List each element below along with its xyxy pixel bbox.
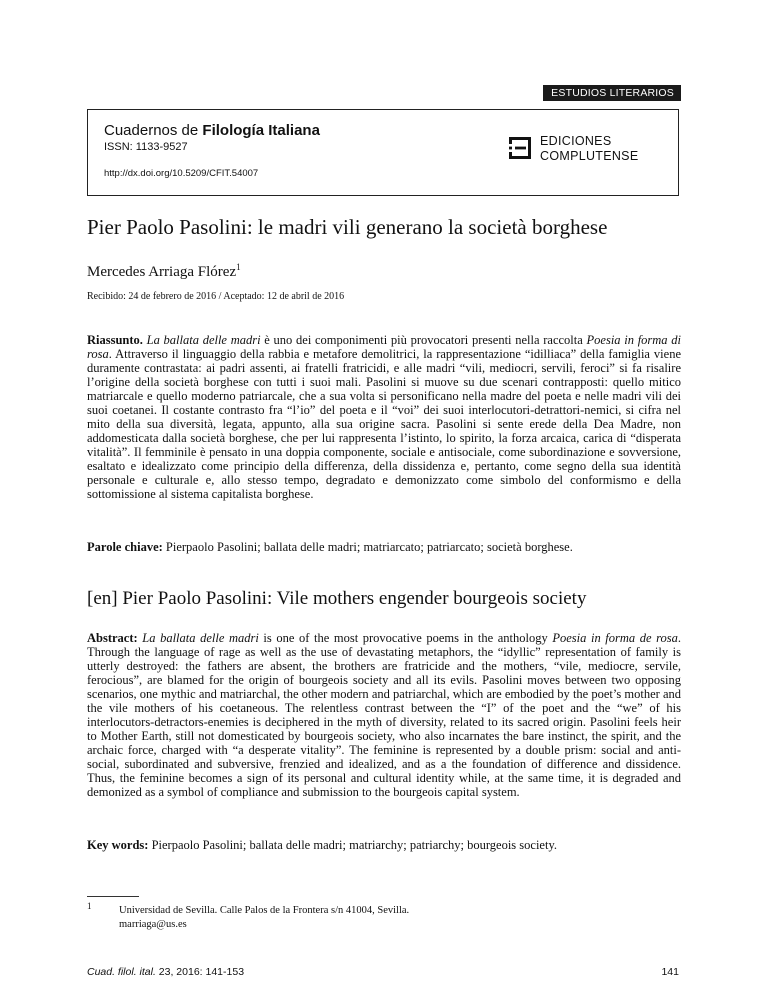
section-tag: ESTUDIOS LITERARIOS <box>543 85 681 101</box>
journal-name: Cuadernos de Filología Italiana <box>104 122 320 139</box>
author-name: Mercedes Arriaga Flórez$^1$ <box>87 262 241 280</box>
footnote-divider <box>87 896 139 897</box>
doi-link[interactable]: http://dx.doi.org/10.5209/CFIT.54007 <box>104 168 259 179</box>
issn: ISSN: 1133-9527 <box>104 141 188 153</box>
publisher-name: EDICIONES COMPLUTENSE <box>540 134 639 163</box>
journal-name-bold: Filología Italiana <box>202 122 320 139</box>
article-title: Pier Paolo Pasolini: le madri vili generano la società borghese <box>87 215 608 239</box>
footer-citation: Cuad. filol. ital. 23, 2016: 141-153 <box>87 966 245 978</box>
author-footnote-ref[interactable]: 1 <box>236 262 241 272</box>
page-number: 141 <box>661 966 679 978</box>
ediciones-complutense-logo-icon <box>509 137 531 159</box>
parole-chiave: Parole chiave: Pierpaolo Pasolini; ballata delle madri; matriarcato; patriarcato; società borghese. <box>87 540 573 554</box>
english-title: [en] Pier Paolo Pasolini: Vile mothers engender bourgeois society <box>87 588 587 609</box>
received-accepted-dates: Recibido: 24 de febrero de 2016 / Aceptado: 12 de abril de 2016 <box>87 291 345 302</box>
key-words: Key words: Pierpaolo Pasolini; ballata delle madri; matriarchy; patriarchy; bourgeois society. <box>87 838 558 852</box>
journal-info-box <box>87 109 679 196</box>
footnote-text: Universidad de Sevilla. Calle Palos de la Frontera s/n 41004, Sevilla. marriaga@us.es <box>119 905 410 930</box>
author-email[interactable]: marriaga@us.es <box>119 919 187 930</box>
footnote-number: 1 <box>87 901 92 911</box>
riassunto-paragraph: Riassunto. La ballata delle madri è uno dei componimenti più provocatori presenti nella raccolta Poesia in forma di rosa. Attraverso il linguaggio della rabbia e metafore demolitrici, la rappresentazione “idilliaca” della famiglia viene duramente contrastata: ai padri assenti, ai fratelli fratricidi, e alle madri “vili, mediocri, servili, feroci” si fa risalire l’origine della società borghese con tutti i suoi mali. Pasolini si muove su due scenari contrapposti: quello mitico matriarcale e quello moderno patriarcale, che a sua volta si personificano nella madre del poeta e nelle madri vili dei suoi coetanei. Il costante contrasto fra “l’io” del poeta e il “voi” dei suoi interlocutori-detrattori-nemici, si cifra nel mito della sua diversità, legata, appunto, alla sua origine sacra. Pasolini si sente erede della Dea Madre, non addomesticata dalla società borghese, che per lui rappresenta l’istinto, lo spirito, la forza arcaica, carica di “disperata vitalità”. Il femminile è pensato in una doppia componente, sociale e antisociale, come subordinazione e sovversione, esaltato e idealizzato come principio della differenza, della dissidenza e, pertanto, come segno della sua identità personale e culturale e, allo stesso tempo, degradato e demonizzato come simbolo del conformismo e della sottomissione al sistema capitalista borghese. <box>87 333 681 501</box>
riassunto-label: Riassunto. <box>87 333 143 347</box>
abstract-label: Abstract: <box>87 631 138 645</box>
abstract-paragraph: Abstract: La ballata delle madri is one of the most provocative poems in the anthology Poesia in forma de rosa. Through the language of rage as well as the use of devastating metaphors, the “idyllic” representation of family is utterly destroyed: the fathers are absent, the brothers are fratricide and the mothers, “vile, mediocre, servile, ferocious”, are blamed for the origin of bourgeois society and all its evils. Pasolini moves between two opposing scenarios, one mythic and matriarchal, the other modern and patriarchal, which are embodied by the poet’s mother and the vile mothers of his coetaneous. The relentless contrast between the “I” of the poet and the “we” of his interlocutors-detractors-enemies is deciphered in the myth of diversity, related to its sacred origin. Pasolini feels heir to Mother Earth, still not domesticated by bourgeois society, who also incarnates the bare instinct, the spirit, and the archaic force, charged with “a desperate vitality”. The feminine is represented by a double prism: social and anti-social, subordinated and subversive, frenzied and idealized, and as a the foundation of difference and dissidence. Thus, the feminine becomes a sign of its personal and cultural identity while, at the same time, it is degraded and demonized as a symbol of compliance and submission to the bourgeois capital system. <box>87 631 682 799</box>
